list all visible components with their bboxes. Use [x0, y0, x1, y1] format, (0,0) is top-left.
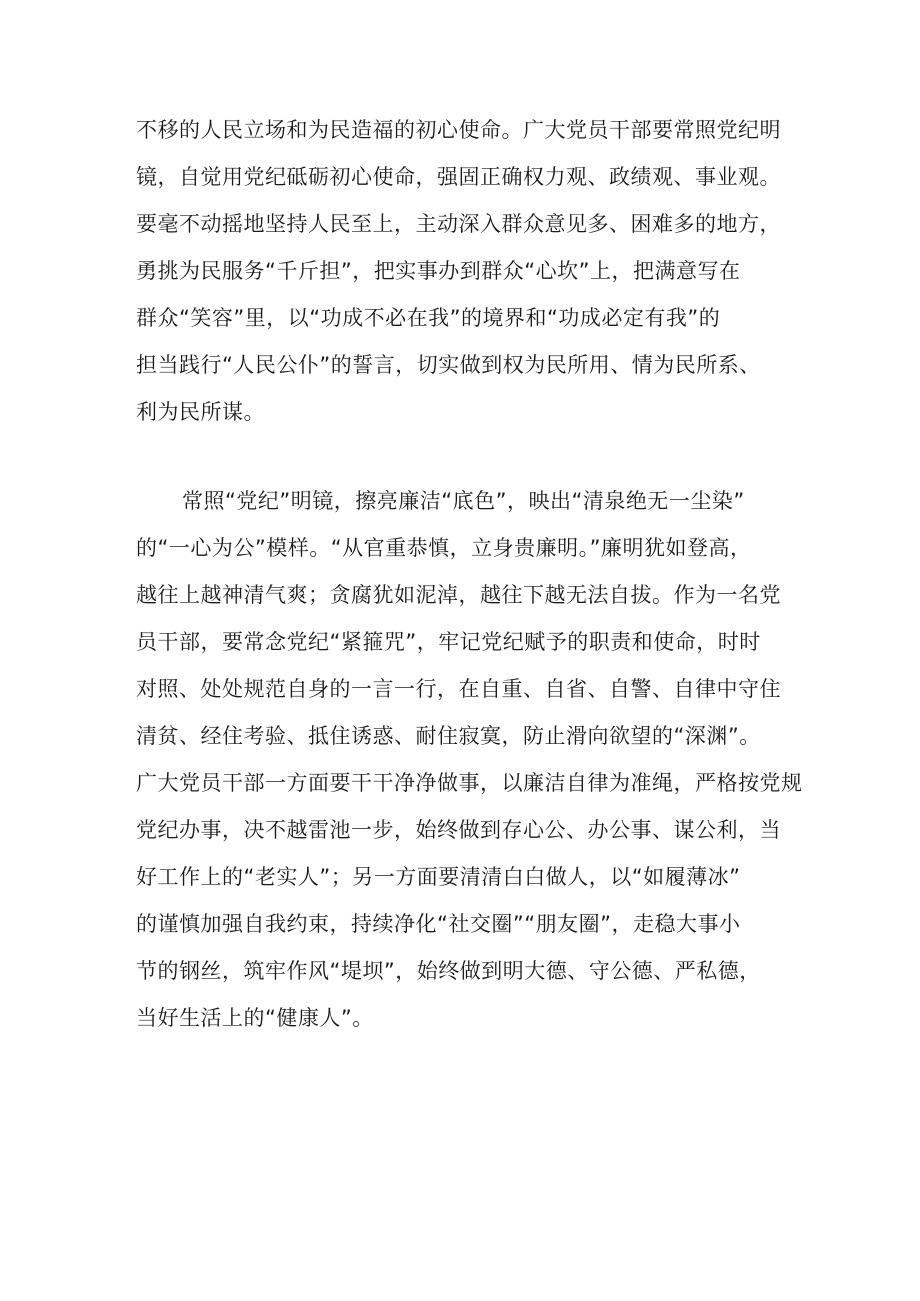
paragraph-line: 清贫、经住考验、抵住诱惑、耐住寂寞，防止滑向欲望的“深渊”。	[136, 724, 761, 748]
paragraph-line: 越往上越神清气爽；贪腐犹如泥淖，越往下越无法自拔。作为一名党	[136, 583, 781, 607]
paragraph-line: 常照“党纪”明镜，擦亮廉洁“底色”，映出“清泉绝无一尘染”	[182, 489, 745, 513]
paragraph-line: 广大党员干部一方面要干干净净做事，以廉洁自律为准绳，严格按党规	[136, 771, 803, 795]
paragraph-line: 好工作上的“老实人”；另一方面要清清白白做人，以“如履薄冰”	[136, 865, 741, 889]
paragraph-line: 对照、处处规范自身的一言一行，在自重、自省、自警、自律中守住	[136, 677, 781, 701]
paragraph-line: 员干部，要常念党纪“紧箍咒”，牢记党纪赋予的职责和使命，时时	[136, 630, 761, 654]
paragraph-line: 当好生活上的“健康人”。	[136, 1006, 374, 1030]
paragraph-line: 要毫不动摇地坚持人民至上，主动深入群众意见多、困难多的地方，	[136, 212, 781, 236]
paragraph-line: 群众“笑容”里，以“功成不必在我”的境界和“功成必定有我”的	[136, 306, 721, 330]
paragraph-line: 的谨慎加强自我约束，持续净化“社交圈”“朋友圈”，走稳大事小	[136, 912, 741, 936]
paragraph-line: 利为民所谋。	[136, 400, 265, 424]
paragraph-line: 担当践行“人民公仆”的誓言，切实做到权为民所用、情为民所系、	[136, 353, 761, 377]
paragraph-line: 勇挑为民服务“千斤担”，把实事办到群众“心坎”上，把满意写在	[136, 259, 741, 283]
paragraph-line: 镜，自觉用党纪砥砺初心使命，强固正确权力观、政绩观、事业观。	[136, 165, 781, 189]
paragraph-line: 党纪办事，决不越雷池一步，始终做到存心公、办公事、谋公利，当	[136, 818, 781, 842]
paragraph-line: 的“一心为公”模样。“从官重恭慎，立身贵廉明。”廉明犹如登高，	[136, 536, 752, 560]
paragraph-line: 节的钢丝，筑牢作风“堤坝”，始终做到明大德、守公德、严私德，	[136, 959, 761, 983]
paragraph-line: 不移的人民立场和为民造福的初心使命。广大党员干部要常照党纪明	[136, 118, 781, 142]
